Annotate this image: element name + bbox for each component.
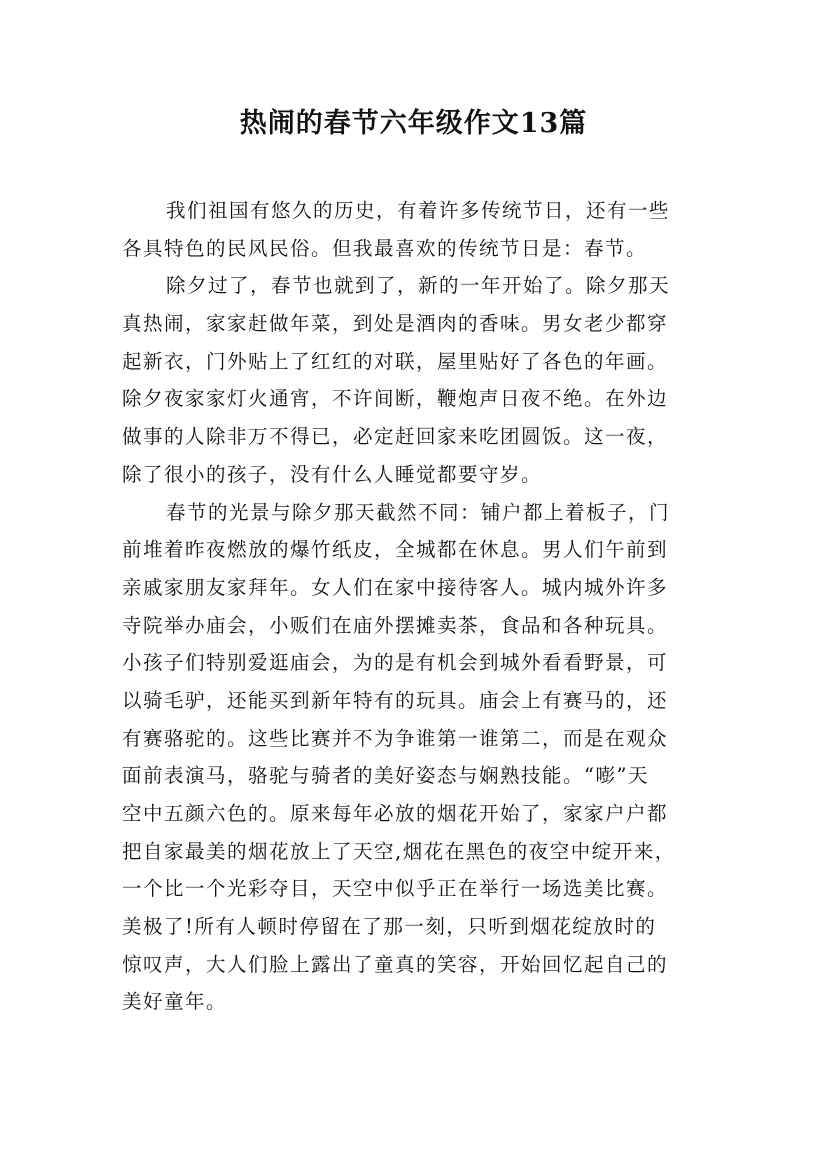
paragraph-line: 亲戚家朋友家拜年。女人们在家中接待客人。城内城外许多 bbox=[122, 575, 669, 599]
paragraph-line: 一个比一个光彩夺目，天空中似乎正在举行一场选美比赛。 bbox=[122, 877, 669, 901]
paragraph-line: 各具特色的民风民俗。但我最喜欢的传统节日是：春节。 bbox=[122, 236, 648, 260]
paragraph-first-line: 除夕过了，春节也就到了，新的一年开始了。除夕那天 bbox=[166, 274, 671, 298]
paragraph-line: 有赛骆驼的。这些比赛并不为争谁第一谁第二，而是在观众 bbox=[122, 726, 669, 750]
paragraph-line: 美极了!所有人顿时停留在了那一刻，只听到烟花绽放时的 bbox=[122, 915, 657, 939]
paragraph-line: 空中五颜六色的。原来每年必放的烟花开始了，家家户户都 bbox=[122, 802, 669, 825]
paragraph-line: 前堆着昨夜燃放的爆竹纸皮，全城都在休息。男人们午前到 bbox=[122, 538, 669, 562]
paragraph-first-line: 春节的光景与除夕那天截然不同：铺户都上着板子，门 bbox=[166, 500, 671, 524]
paragraph-line: 真热闹，家家赶做年菜，到处是酒肉的香味。男女老少都穿 bbox=[122, 312, 669, 336]
paragraph-line: 除了很小的孩子，没有什么人睡觉都要守岁。 bbox=[122, 462, 543, 486]
paragraph-line: 起新衣，门外贴上了红红的对联，屋里贴好了各色的年画。 bbox=[122, 349, 669, 373]
paragraph-line: 寺院举办庙会，小贩们在庙外摆摊卖茶，食品和各种玩具。 bbox=[122, 613, 669, 637]
document-body bbox=[122, 192, 722, 1021]
paragraph-line: 惊叹声，大人们脸上露出了童真的笑容，开始回忆起自己的 bbox=[122, 952, 669, 976]
paragraph-line: 除夕夜家家灯火通宵，不许间断，鞭炮声日夜不绝。在外边 bbox=[122, 387, 669, 411]
paragraph-line: 以骑毛驴，还能买到新年特有的玩具。庙会上有赛马的，还 bbox=[122, 688, 669, 712]
paragraph-line: 美好童年。 bbox=[122, 990, 228, 1014]
paragraph-first-line: 我们祖国有悠久的历史，有着许多传统节日，还有一些 bbox=[166, 199, 671, 222]
document-title: 热闹的春节六年级作文13篇 bbox=[239, 108, 588, 139]
paragraph-line: 把自家最美的烟花放上了天空,烟花在黑色的夜空中绽开来， bbox=[122, 839, 676, 863]
paragraph-line: 做事的人除非万不得已，必定赶回家来吃团圆饭。这一夜， bbox=[122, 425, 669, 449]
paragraph-line: 面前表演马，骆驼与骑者的美好姿态与娴熟技能。“嘭”天 bbox=[122, 764, 649, 788]
paragraph-line: 小孩子们特别爱逛庙会，为的是有机会到城外看看野景，可 bbox=[122, 651, 669, 675]
